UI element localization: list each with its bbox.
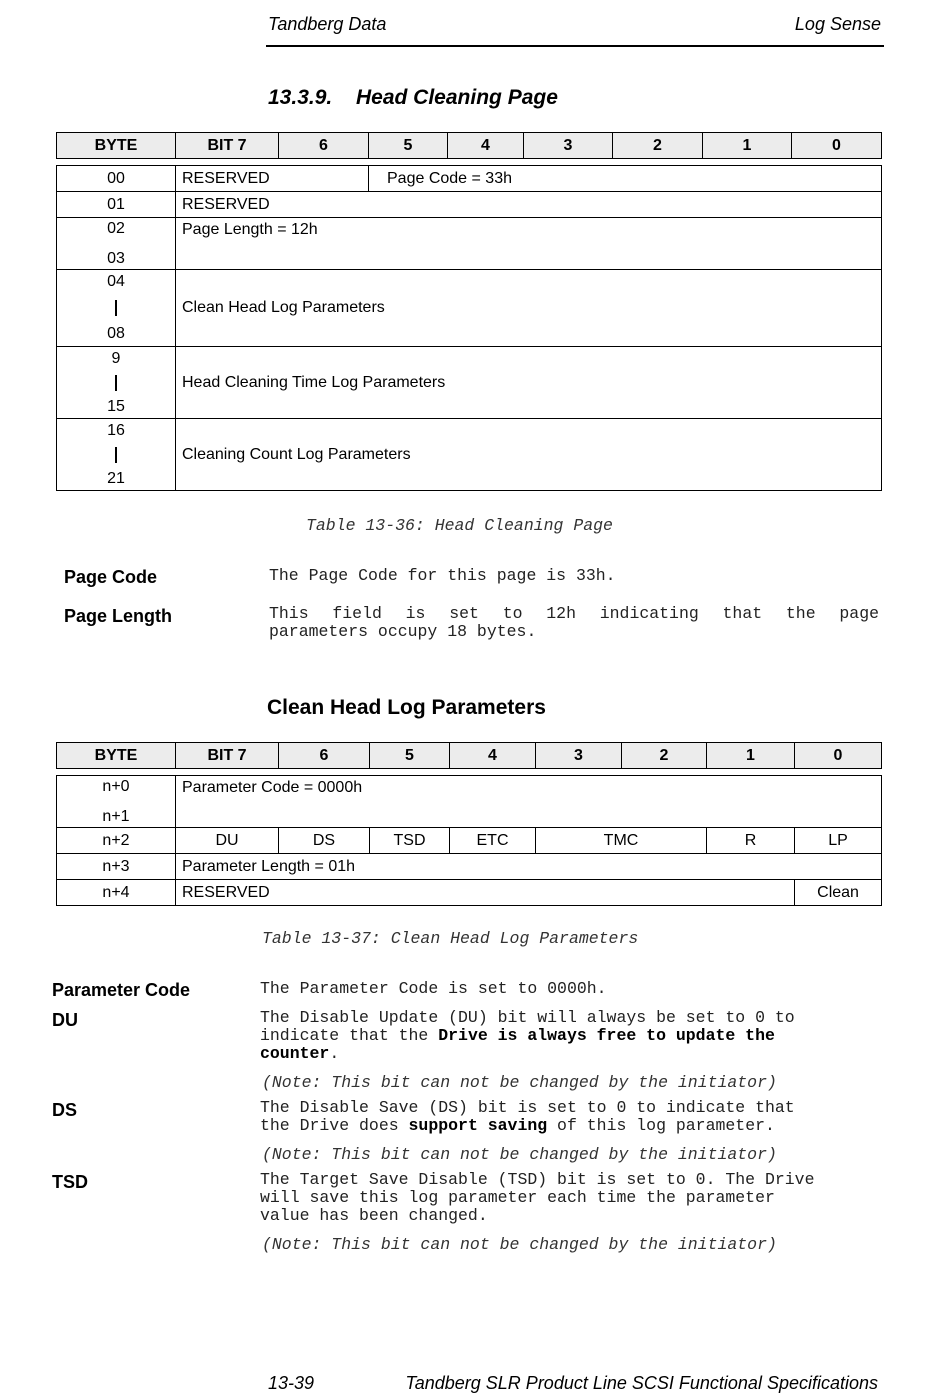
def-text-parameter-code: The Parameter Code is set to 0000h.	[260, 979, 607, 998]
col-header-bit6: 6	[279, 133, 369, 159]
byte-start: 9	[111, 349, 121, 367]
bit-r: R	[707, 828, 795, 854]
bit-du: DU	[176, 828, 279, 854]
text-run: of this log parameter.	[547, 1116, 775, 1135]
col-header-bit7: BIT 7	[176, 743, 279, 769]
byte-start: 16	[107, 421, 125, 439]
field-cell: Cleaning Count Log Parameters	[176, 419, 882, 491]
def-term-page-code: Page Code	[64, 567, 158, 587]
byte-start: 02	[107, 219, 125, 237]
def-text-line: The Disable Save (DS) bit is set to 0 to indicate that	[260, 1098, 795, 1117]
table-row	[57, 880, 882, 906]
byte-cell: 00	[57, 166, 176, 192]
table-row	[57, 218, 882, 270]
table-row	[57, 776, 882, 828]
range-bar-icon	[115, 300, 117, 316]
text-run: .	[329, 1044, 340, 1063]
bit-tsd: TSD	[370, 828, 450, 854]
bold-run: Drive is always free to update the	[438, 1026, 775, 1045]
def-text-page-length-1: This field is set to 12h indicating that the page	[269, 604, 879, 623]
field-cell: Parameter Code = 0000h	[176, 776, 882, 828]
def-text-line: The Target Save Disable (TSD) bit is set to 0. The Drive	[260, 1170, 815, 1189]
byte-range-cell	[57, 419, 176, 491]
footer-page-number: 13-39	[268, 1373, 315, 1393]
section-title-text: Head Cleaning Page	[356, 86, 558, 109]
subsection-title: Clean Head Log Parameters	[267, 696, 546, 719]
table2-caption: Table 13-37: Clean Head Log Parameters	[262, 929, 639, 948]
byte-cell: 01	[57, 192, 176, 218]
table-row	[57, 419, 882, 491]
def-text-du	[260, 1009, 795, 1063]
field-cell: Head Cleaning Time Log Parameters	[176, 347, 882, 419]
table1-body	[56, 165, 882, 491]
table-row	[57, 854, 882, 880]
field-cell: Parameter Length = 01h	[176, 854, 882, 880]
byte-range-cell	[57, 776, 176, 828]
note-ds: (Note: This bit can not be changed by the initiator)	[262, 1145, 777, 1164]
def-text-line: value has been changed.	[260, 1206, 488, 1225]
table-row	[57, 828, 882, 854]
field-cell: Page Code = 33h	[369, 166, 882, 192]
col-header-bit0: 0	[795, 743, 882, 769]
def-text-line	[260, 1117, 795, 1135]
field-cell: RESERVED	[176, 166, 369, 192]
footer-title: Tandberg SLR Product Line SCSI Functional Specifications	[405, 1373, 878, 1393]
header-right: Log Sense	[794, 14, 881, 34]
col-header-bit5: 5	[370, 743, 450, 769]
def-text-page-length-2: parameters occupy 18 bytes.	[269, 622, 537, 641]
header-rule	[266, 45, 884, 47]
byte-range-cell	[57, 270, 176, 347]
byte-start: 04	[107, 273, 125, 290]
byte-start: n+0	[102, 777, 130, 795]
def-text-line	[260, 1045, 795, 1063]
col-header-bit3: 3	[536, 743, 622, 769]
table1-caption: Table 13-36: Head Cleaning Page	[306, 516, 613, 535]
col-header-bit3: 3	[524, 133, 613, 159]
def-text-ds	[260, 1099, 795, 1135]
col-header-byte: BYTE	[57, 133, 176, 159]
field-cell: Page Length = 12h	[176, 218, 882, 270]
field-cell: RESERVED	[176, 192, 882, 218]
byte-end: n+1	[102, 807, 130, 825]
field-cell: RESERVED	[176, 880, 795, 906]
byte-cell: n+2	[57, 828, 176, 854]
bold-run: counter	[260, 1044, 330, 1063]
table-row	[57, 192, 882, 218]
col-header-bit4: 4	[450, 743, 536, 769]
byte-end: 08	[107, 325, 125, 342]
bit-clean: Clean	[795, 880, 882, 906]
note-du: (Note: This bit can not be changed by the initiator)	[262, 1073, 777, 1092]
def-text-page-code: The Page Code for this page is 33h.	[269, 566, 616, 585]
col-header-bit7: BIT 7	[176, 133, 279, 159]
col-header-bit0: 0	[792, 133, 882, 159]
def-term-ds: DS	[52, 1100, 78, 1120]
col-header-bit4: 4	[448, 133, 524, 159]
section-title	[268, 86, 558, 110]
col-header-bit2: 2	[613, 133, 703, 159]
def-text-line: The Disable Update (DU) bit will always be set to 0 to	[260, 1008, 795, 1027]
field-cell: Clean Head Log Parameters	[176, 270, 882, 347]
section-number: 13.3.9.	[268, 86, 333, 109]
bold-run: support saving	[408, 1116, 548, 1135]
byte-end: 15	[107, 397, 125, 415]
table-row	[57, 347, 882, 419]
bit-etc: ETC	[450, 828, 536, 854]
byte-end: 03	[107, 249, 125, 267]
col-header-bit1: 1	[707, 743, 795, 769]
table-row	[57, 270, 882, 347]
byte-cell: n+4	[57, 880, 176, 906]
range-bar-icon	[115, 447, 117, 463]
def-term-tsd: TSD	[52, 1172, 88, 1192]
bit-lp: LP	[795, 828, 882, 854]
table2-body	[56, 775, 882, 906]
col-header-bit2: 2	[622, 743, 707, 769]
table-row	[57, 166, 882, 192]
byte-end: 21	[107, 469, 125, 487]
col-header-bit6: 6	[279, 743, 370, 769]
def-text-line: will save this log parameter each time the parameter	[260, 1188, 775, 1207]
byte-range-cell	[57, 218, 176, 270]
note-tsd: (Note: This bit can not be changed by the initiator)	[262, 1235, 777, 1254]
def-term-du: DU	[52, 1010, 78, 1030]
table1-header	[56, 132, 882, 159]
def-text-tsd	[260, 1171, 815, 1225]
col-header-byte: BYTE	[57, 743, 176, 769]
text-run: indicate that the	[260, 1026, 439, 1045]
def-term-page-length: Page Length	[64, 606, 173, 626]
col-header-bit5: 5	[369, 133, 448, 159]
range-bar-icon	[115, 375, 117, 391]
bit-tmc: TMC	[536, 828, 707, 854]
def-text-line	[260, 1027, 795, 1045]
table2-header	[56, 742, 882, 769]
bit-ds: DS	[279, 828, 370, 854]
header-left: Tandberg Data	[268, 14, 387, 34]
def-term-parameter-code: Parameter Code	[52, 980, 191, 1000]
byte-cell: n+3	[57, 854, 176, 880]
col-header-bit1: 1	[703, 133, 792, 159]
byte-range-cell	[57, 347, 176, 419]
text-run: the Drive does	[260, 1116, 409, 1135]
